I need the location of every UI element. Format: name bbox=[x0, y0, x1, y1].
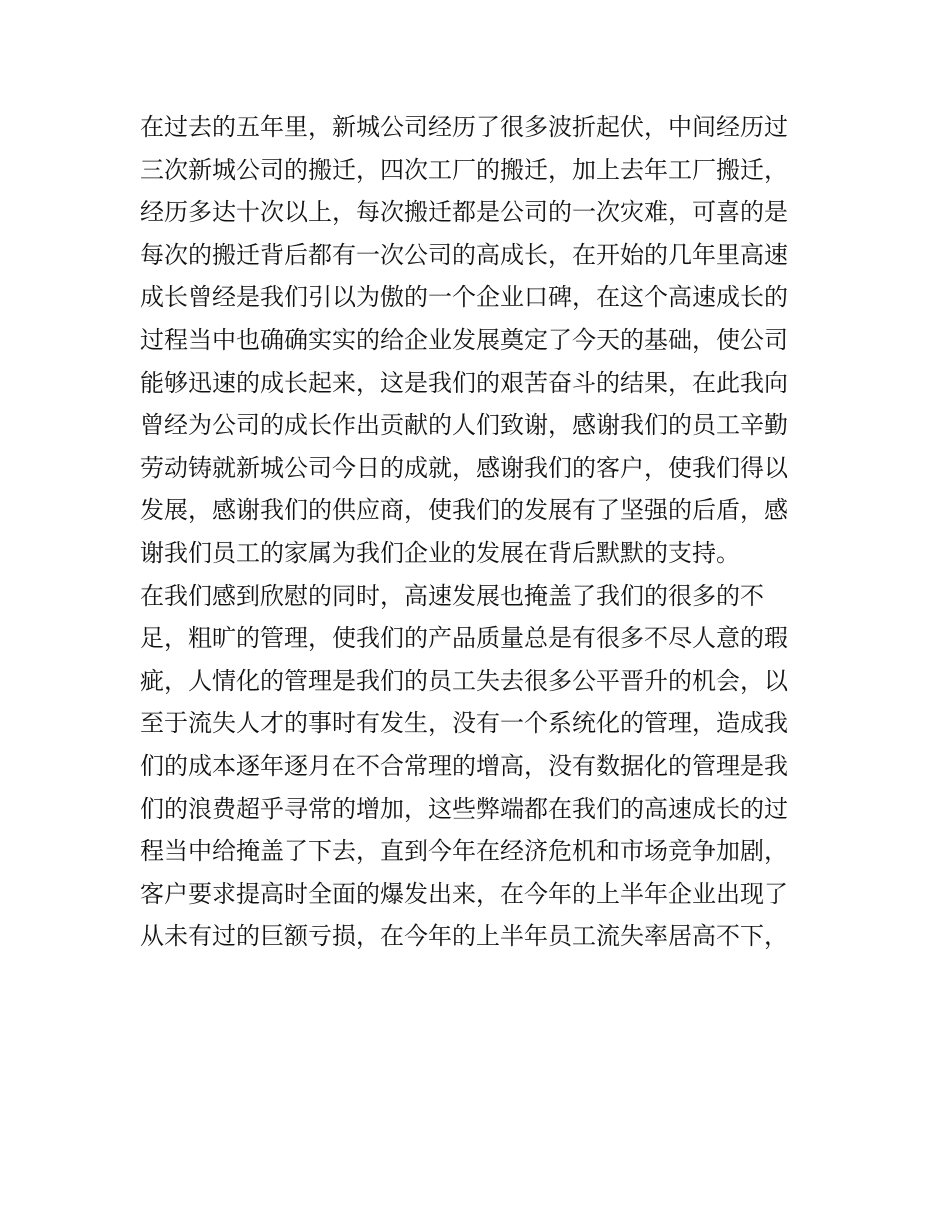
paragraph-2 bbox=[140, 575, 820, 958]
paragraph-2-line-4: 至于流失人才的事时有发生，没有一个系统化的管理，造成我 bbox=[140, 709, 788, 738]
paragraph-2-line-5: 们的成本逐年逐月在不合常理的增高，没有数据化的管理是我 bbox=[140, 751, 788, 780]
paragraph-2-line-6: 们的浪费超乎寻常的增加，这些弊端都在我们的高速成长的过 bbox=[140, 794, 788, 823]
paragraph-1-line-8: 曾经为公司的成长作出贡献的人们致谢，感谢我们的员工辛勤 bbox=[140, 411, 788, 440]
paragraph-2-line-7: 程当中给掩盖了下去，直到今年在经济危机和市场竞争加剧， bbox=[140, 837, 788, 866]
paragraph-1-line-6: 过程当中也确确实实的给企业发展奠定了今天的基础，使公司 bbox=[140, 325, 788, 354]
paragraph-1-line-4: 每次的搬迁背后都有一次公司的高成长，在开始的几年里高速 bbox=[140, 240, 788, 269]
paragraph-2-line-3: 疵，人情化的管理是我们的员工失去很多公平晋升的机会，以 bbox=[140, 666, 788, 695]
paragraph-2-line-8: 客户要求提高时全面的爆发出来，在今年的上半年企业出现了 bbox=[140, 879, 788, 908]
document-body bbox=[140, 106, 820, 958]
paragraph-1-line-5: 成长曾经是我们引以为傲的一个企业口碑，在这个高速成长的 bbox=[140, 283, 788, 312]
paragraph-1-line-7: 能够迅速的成长起来，这是我们的艰苦奋斗的结果，在此我向 bbox=[140, 368, 788, 397]
paragraph-2-line-9: 从未有过的巨额亏损，在今年的上半年员工流失率居高不下， bbox=[140, 922, 788, 951]
paragraph-1-line-3: 经历多达十次以上，每次搬迁都是公司的一次灾难，可喜的是 bbox=[140, 198, 788, 227]
paragraph-2-line-2: 足，粗旷的管理，使我们的产品质量总是有很多不尽人意的瑕 bbox=[140, 624, 788, 653]
paragraph-1-line-2: 三次新城公司的搬迁，四次工厂的搬迁，加上去年工厂搬迁， bbox=[140, 155, 788, 184]
paragraph-1 bbox=[140, 106, 820, 575]
paragraph-1-line-1: 在过去的五年里，新城公司经历了很多波折起伏，中间经历过 bbox=[140, 113, 788, 141]
paragraph-1-line-9: 劳动铸就新城公司今日的成就，感谢我们的客户，使我们得以 bbox=[140, 453, 788, 482]
paragraph-2-line-1: 在我们感到欣慰的同时，高速发展也掩盖了我们的很多的不 bbox=[140, 581, 764, 610]
paragraph-1-line-10: 发展，感谢我们的供应商，使我们的发展有了坚强的后盾，感 bbox=[140, 496, 788, 525]
paragraph-1-line-11: 谢我们员工的家属为我们企业的发展在背后默默的支持。 bbox=[140, 538, 740, 567]
